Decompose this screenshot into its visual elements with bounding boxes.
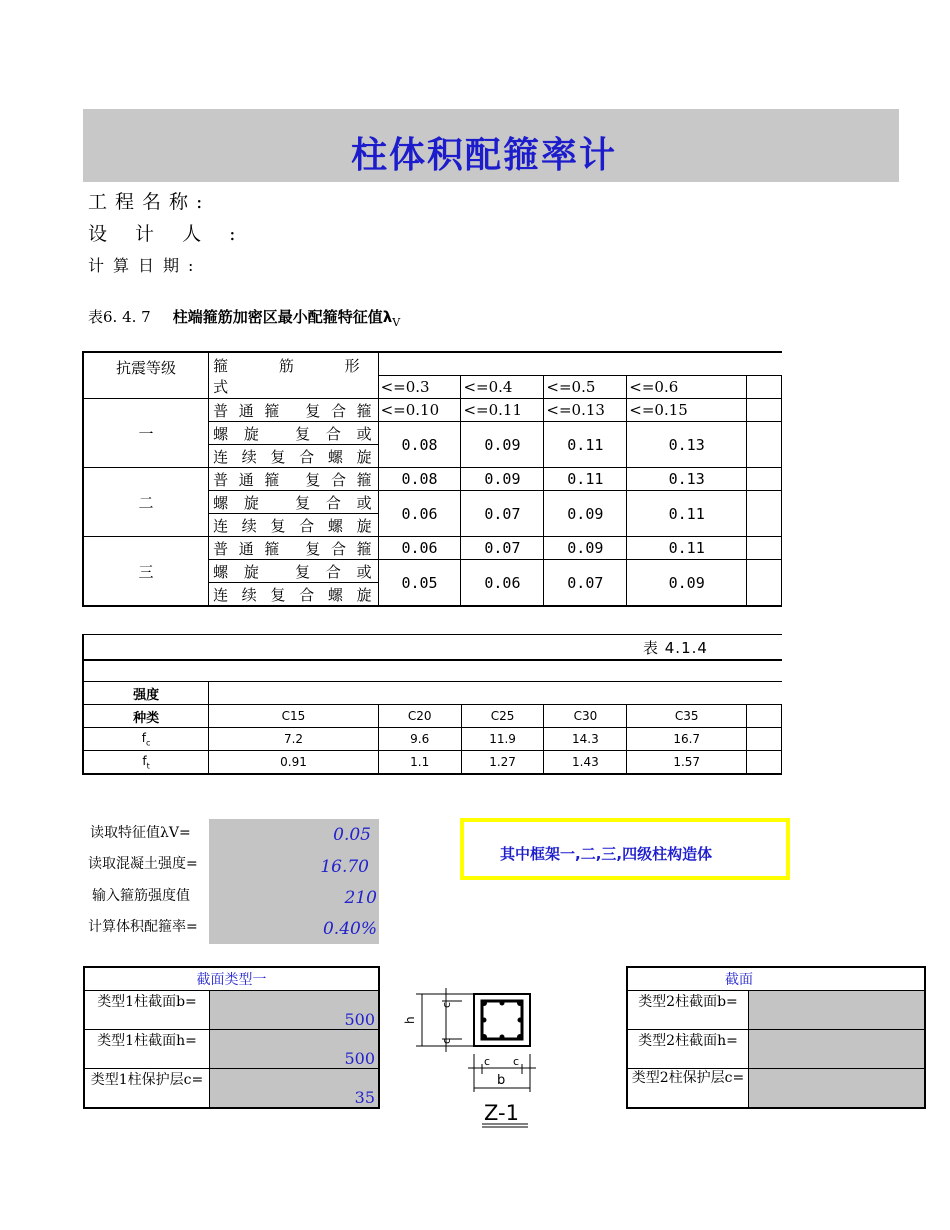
stirrup-form-b2: 连续复合螺旋 (209, 583, 379, 607)
table-cell: 0.13 (627, 468, 747, 491)
axial-ratio-header (378, 352, 781, 376)
table-cell: 0.11 (627, 537, 747, 560)
table-cell: 0.11 (627, 491, 747, 537)
section2-c-input[interactable] (749, 1069, 926, 1109)
table-cell: <=0.10 (378, 399, 461, 422)
axial-header: <=0.3 (378, 376, 461, 399)
table-cell: 0.09 (544, 491, 627, 537)
grade-cell: C30 (544, 705, 627, 728)
ft-cell: 1.27 (461, 751, 544, 775)
table2-caption: 表 4.1.4 (643, 638, 708, 657)
table-cell: 0.05 (378, 560, 461, 607)
strength-label: 强度 (83, 682, 209, 705)
stirrup-form-b1: 螺旋 复合或 (209, 560, 379, 583)
section1-b-input[interactable]: 500 (210, 991, 380, 1030)
table-cell: 0.07 (461, 491, 544, 537)
stirrup-form-a: 普通箍 复合箍 (209, 399, 379, 422)
diagram-h-label: h (403, 1016, 417, 1024)
fc-cell: 7.2 (209, 728, 379, 751)
note-box (460, 818, 790, 880)
table-cell: 0.09 (544, 537, 627, 560)
table-cell: 0.06 (461, 560, 544, 607)
concrete-strength-table (82, 634, 748, 776)
table-cell: 0.11 (544, 422, 627, 468)
ft-cell: 1.1 (378, 751, 461, 775)
ft-cell: 1.57 (627, 751, 747, 775)
diagram-c-label: c (513, 1055, 520, 1068)
section1-h-label: 类型1柱截面h= (84, 1030, 210, 1069)
column-section-diagram (402, 984, 542, 1134)
page-title: 柱体积配箍率计 (351, 135, 618, 176)
table-cell: 0.09 (461, 422, 544, 468)
type-label: 种类 (83, 705, 209, 728)
table-cell: <=0.15 (627, 399, 747, 422)
ft-label: $f_t$ (83, 751, 209, 775)
table-cell: 0.07 (544, 560, 627, 607)
stirrup-form-b2: 连续复合螺旋 (209, 445, 379, 468)
designer-label: 设 计 人 : (88, 223, 247, 245)
concrete-strength-label: 读取混凝土强度= (88, 856, 198, 872)
grade-cell: C25 (461, 705, 544, 728)
diagram-caption: Z-1 (484, 1101, 519, 1125)
fc-label: $f_c$ (83, 728, 209, 751)
section1-b-label: 类型1柱截面b= (84, 991, 210, 1030)
seismic-level: 一 (83, 399, 209, 468)
table1-caption-sub: V (392, 316, 401, 329)
axial-header: <=0.5 (544, 376, 627, 399)
project-name-label: 工程名称: (88, 191, 211, 213)
calc-values-box (209, 819, 379, 944)
section2-b-label: 类型2柱截面b= (627, 991, 749, 1030)
diagram-c-label: c (484, 1055, 491, 1068)
section1-c-input[interactable]: 35 (210, 1069, 380, 1109)
table-cell: 0.06 (378, 491, 461, 537)
seismic-level-header: 抗震等级 (83, 352, 209, 399)
section2-h-label: 类型2柱截面h= (627, 1030, 749, 1069)
ratio-label: 计算体积配箍率= (88, 919, 198, 935)
grade-cell: C15 (209, 705, 379, 728)
lambda-label: 读取特征值λV= (90, 825, 191, 841)
table-cell: 0.11 (544, 468, 627, 491)
fc-cell: 14.3 (544, 728, 627, 751)
stirrup-form-b1: 螺旋 复合或 (209, 491, 379, 514)
note-text: 其中框架一,二,三,四级柱构造体 (500, 845, 713, 863)
stirrup-characteristic-table (82, 351, 748, 614)
seismic-level: 三 (83, 537, 209, 607)
diagram-c-label: c (440, 1037, 453, 1044)
section2-b-input[interactable] (749, 991, 926, 1030)
table1-caption-no: 表6. 4. 7 (88, 308, 151, 326)
table-cell: 0.08 (378, 468, 461, 491)
calc-date-label: 计算日期: (88, 256, 203, 275)
title-bar (83, 109, 899, 182)
concrete-strength-value: 16.70 (320, 857, 369, 877)
axial-header: <=0.6 (627, 376, 747, 399)
stirrup-form-a: 普通箍 复合箍 (209, 537, 379, 560)
fc-cell: 16.7 (627, 728, 747, 751)
table1-caption (88, 306, 400, 329)
section1-c-label: 类型1柱保护层c= (84, 1069, 210, 1109)
table-cell: 0.09 (461, 468, 544, 491)
table-cell: 0.08 (378, 422, 461, 468)
lambda-value: 0.05 (333, 825, 371, 845)
table-cell: <=0.11 (461, 399, 544, 422)
diagram-b-label: b (497, 1073, 506, 1088)
stirrup-form-a: 普通箍 复合箍 (209, 468, 379, 491)
table-cell: 0.09 (627, 560, 747, 607)
table-cell: 0.06 (378, 537, 461, 560)
section1-h-input[interactable]: 500 (210, 1030, 380, 1069)
table-cell: 0.13 (627, 422, 747, 468)
section2-h-input[interactable] (749, 1030, 926, 1069)
stirrup-form-b2: 连续复合螺旋 (209, 514, 379, 537)
grade-cell: C35 (627, 705, 747, 728)
section-type1-table (83, 966, 380, 1109)
stirrup-strength-label: 输入箍筋强度值 (92, 888, 190, 904)
table-cell: 0.07 (461, 537, 544, 560)
section-type2-table (626, 966, 753, 1110)
grade-cell: C20 (378, 705, 461, 728)
seismic-level: 二 (83, 468, 209, 537)
stirrup-form-header: 箍 筋 形 式 (209, 352, 379, 399)
ft-cell: 1.43 (544, 751, 627, 775)
section-type2-header: 截面 (627, 967, 925, 991)
fc-cell: 9.6 (378, 728, 461, 751)
stirrup-form-b1: 螺旋 复合或 (209, 422, 379, 445)
diagram-c-label: c (440, 1001, 453, 1008)
table-cell: <=0.13 (544, 399, 627, 422)
stirrup-strength-input[interactable]: 210 (344, 888, 377, 908)
section-type1-header: 截面类型一 (84, 967, 379, 991)
axial-header: <=0.4 (461, 376, 544, 399)
table1-caption-title: 柱端箍筋加密区最小配箍特征值λ (172, 308, 393, 326)
ratio-value: 0.40% (322, 919, 377, 939)
axial-header-empty (747, 376, 782, 399)
section2-c-label: 类型2柱保护层c= (627, 1069, 749, 1109)
fc-cell: 11.9 (461, 728, 544, 751)
ft-cell: 0.91 (209, 751, 379, 775)
